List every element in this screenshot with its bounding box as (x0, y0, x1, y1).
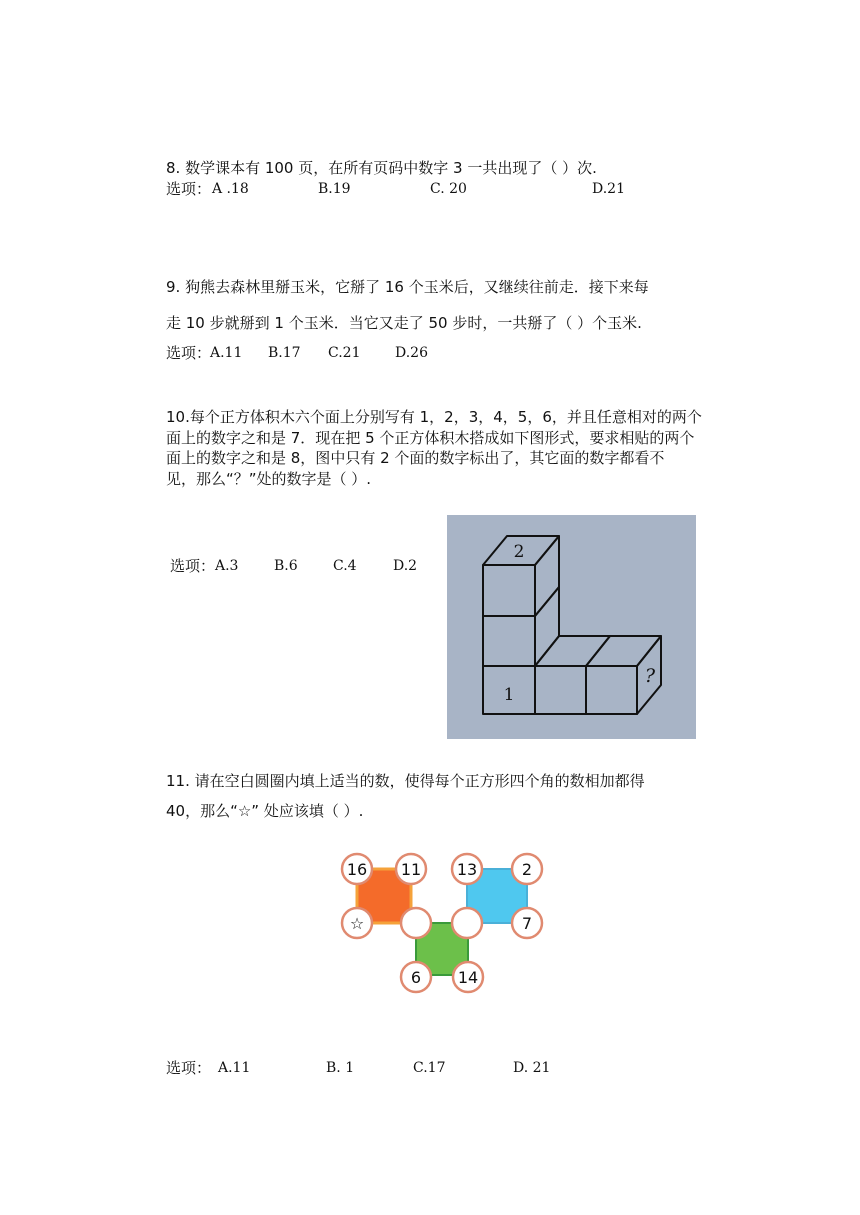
circle-blank-right (452, 908, 482, 938)
q10-option-d: D.2 (393, 558, 418, 574)
q9-line1: 9. 狗熊去森林里掰玉米，它掰了 16 个玉米后，又继续往前走．接下来每 (166, 278, 649, 296)
q9-line2: 走 10 步就掰到 1 个玉米．当它又走了 50 步时，一共掰了（ ）个玉米. (166, 314, 642, 332)
q11-line2: 40，那么“☆” 处应该填（ ）. (166, 802, 364, 820)
q9-options-label: 选项： (166, 344, 212, 362)
circle-label-6: 6 (410, 968, 422, 987)
circle-blank-left (401, 908, 431, 938)
q8-stem: 8. 数学课本有 100 页，在所有页码中数字 3 一共出现了（ ）次. (166, 159, 597, 177)
star-mark: ☆ (349, 914, 365, 933)
square-circle-puzzle (340, 850, 550, 996)
cube-front-number: 1 (503, 685, 515, 705)
figure-background (447, 515, 696, 739)
circle-label-16: 16 (346, 860, 368, 879)
q8-option-a: A .18 (212, 181, 249, 197)
q8-options-label: 选项： (166, 180, 212, 198)
q10-option-b: B.6 (274, 558, 298, 574)
circle-label-13: 13 (456, 860, 478, 879)
circle-label-7: 7 (521, 914, 533, 933)
q8-option-d: D.21 (592, 181, 625, 197)
q10-line4: 见，那么“？”处的数字是（ ）. (166, 470, 372, 488)
q10-line2: 面上的数字之和是 7．现在把 5 个正方体积木搭成如下图形式，要求相贴的两个 (166, 429, 695, 447)
q9-option-c: C.21 (328, 345, 361, 361)
q8-option-c: C. 20 (430, 181, 467, 197)
q11-options-label: 选项： (166, 1059, 212, 1077)
circle-label-2: 2 (521, 860, 533, 879)
q11-option-b: B. 1 (326, 1060, 355, 1076)
q10-option-a: A.3 (215, 558, 239, 574)
q11-option-d: D. 21 (513, 1060, 551, 1076)
cube-unknown-mark: ? (644, 665, 656, 687)
circle-label-14: 14 (457, 968, 479, 987)
q10-options-label: 选项： (170, 557, 216, 575)
q10-option-c: C.4 (333, 558, 357, 574)
q11-option-c: C.17 (413, 1060, 446, 1076)
q9-option-a: A.11 (210, 345, 243, 361)
circle-label-11: 11 (400, 860, 422, 879)
q11-line1: 11. 请在空白圆圈内填上适当的数，使得每个正方形四个角的数相加都得 (166, 772, 645, 790)
q8-option-b: B.19 (318, 181, 351, 197)
q9-option-d: D.26 (395, 345, 428, 361)
q9-option-b: B.17 (268, 345, 301, 361)
q11-option-a: A.11 (218, 1060, 251, 1076)
cube-top-number: 2 (513, 542, 525, 562)
cube-stack-figure (447, 515, 696, 739)
q10-line1: 10.每个正方体积木六个面上分别写有 1，2，3，4，5，6，并且任意相对的两个 (166, 408, 702, 426)
q10-line3: 面上的数字之和是 8，图中只有 2 个面的数字标出了，其它面的数字都看不 (166, 449, 665, 467)
